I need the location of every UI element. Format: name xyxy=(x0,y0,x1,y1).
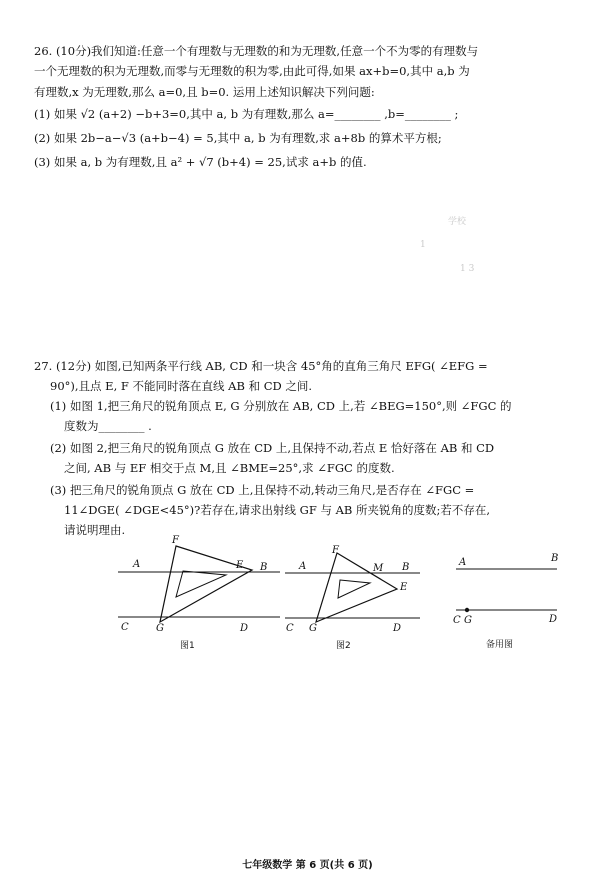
fig2-label-f: F xyxy=(332,545,339,556)
fig2-label-g: G xyxy=(309,623,317,634)
fig2-label-d: D xyxy=(393,623,402,634)
fig2-label-b: B xyxy=(402,562,410,573)
fig1-caption: 图1 xyxy=(180,641,195,651)
fig3-label-b: B xyxy=(551,553,559,564)
q27-line-4: 度数为________ . xyxy=(64,419,152,433)
fig1-label-a: A xyxy=(133,559,141,570)
fig1-label-g: G xyxy=(156,623,164,634)
faint-mark-1: 学校 xyxy=(448,217,467,227)
fig1-label-d: D xyxy=(240,623,249,634)
q27-line-1: 27. (12分) 如图,已知两条平行线 AB, CD 和一块含 45°角的直角三角尺 EFG( ∠EFG = xyxy=(34,359,488,373)
q26-line-4: (1) 如果 √2 (a+2) −b+3=0,其中 a, b 为有理数,那么 a=________ ,b=________ ; xyxy=(34,107,459,121)
q26-line-5: (2) 如果 2b−a−√3 (a+b−4) = 5,其中 a, b 为有理数,求 a+8b 的算术平方根; xyxy=(34,131,442,145)
page-footer: 七年级数学 第 6 页(共 6 页) xyxy=(242,860,373,871)
q26-line-2: 一个无理数的积为无理数,而零与无理数的积为零,由此可得,如果 ax+b=0,其中 a,b 为 xyxy=(34,64,470,78)
q27-line-2: 90°),且点 E, F 不能同时落在直线 AB 和 CD 之间. xyxy=(50,379,313,393)
q27-line-6: 之间, AB 与 EF 相交于点 M,且 ∠BME=25°,求 ∠FGC 的度数. xyxy=(64,461,395,475)
fig1-label-c: C xyxy=(121,622,129,633)
fig1-label-b: B xyxy=(260,562,268,573)
faint-mark-3: 1 3 xyxy=(460,264,475,274)
fig2-label-a: A xyxy=(299,561,307,572)
fig2-label-m: M xyxy=(373,563,384,574)
fig3-caption: 备用图 xyxy=(486,640,514,650)
fig2-label-c: C xyxy=(286,623,294,634)
fig2-caption: 图2 xyxy=(336,641,351,651)
fig3-label-c: C xyxy=(453,615,461,626)
fig1-label-e: E xyxy=(236,560,244,571)
q27-line-5: (2) 如图 2,把三角尺的锐角顶点 G 放在 CD 上,且保持不动,若点 E 恰好落在 AB 和 CD xyxy=(50,441,495,455)
fig2-label-e: E xyxy=(400,582,408,593)
q27-line-8: 11∠DGE( ∠DGE<45°)?若存在,请求出射线 GF 与 AB 所夹锐角的度数;若不存在, xyxy=(64,503,491,517)
q26-line-3: 有理数,x 为无理数,那么 a=0,且 b=0. 运用上述知识解决下列问题: xyxy=(34,85,375,99)
q27-line-7: (3) 把三角尺的锐角顶点 G 放在 CD 上,且保持不动,转动三角尺,是否存在 ∠FGC = xyxy=(50,483,475,497)
fig3-label-a: A xyxy=(459,557,467,568)
q26-line-1: 26. (10分)我们知道:任意一个有理数与无理数的和为无理数,任意一个不为零的有理数与 xyxy=(34,44,479,58)
fig1-label-f: F xyxy=(172,535,179,546)
q26-line-6: (3) 如果 a, b 为有理数,且 a² + √7 (b+4) = 25,试求 a+b 的值. xyxy=(34,155,367,169)
q27-line-3: (1) 如图 1,把三角尺的锐角顶点 E, G 分别放在 AB, CD 上,若 ∠BEG=150°,则 ∠FGC 的 xyxy=(50,399,512,413)
fig3-label-g: G xyxy=(464,615,472,626)
faint-mark-2: 1 xyxy=(420,240,426,250)
q27-line-9: 请说明理由. xyxy=(64,523,126,537)
fig3-label-d: D xyxy=(549,614,558,625)
